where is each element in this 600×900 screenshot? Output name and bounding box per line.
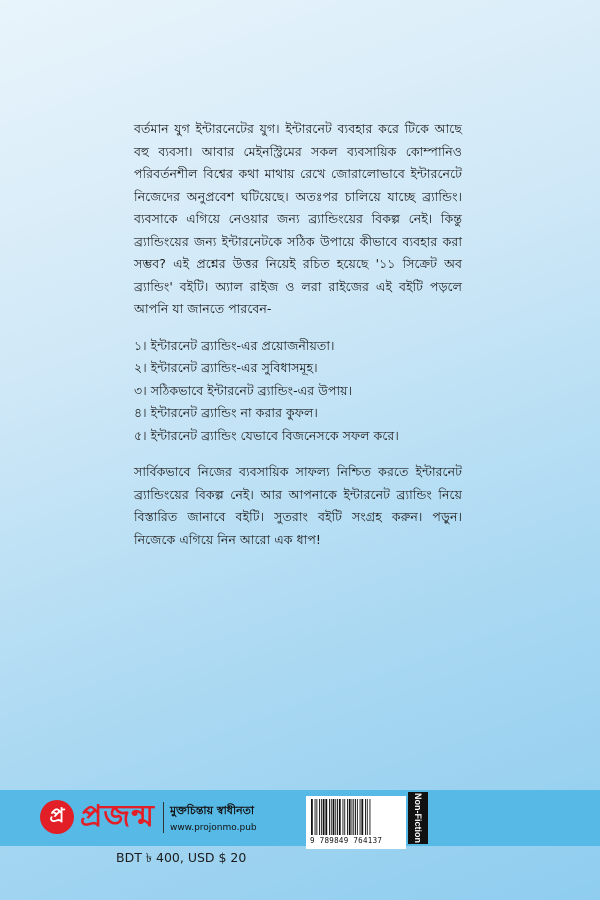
publisher-tagline: মুক্তচিন্তায় স্বাধীনতা (169, 803, 255, 817)
barcode-bar (325, 799, 327, 835)
barcode-bar (319, 799, 320, 835)
publisher-tag-box (163, 802, 257, 833)
barcode-bar (367, 799, 368, 835)
barcode-bar (365, 799, 366, 835)
barcode-bar (370, 799, 371, 835)
publisher-logo-icon: প্র (40, 800, 74, 834)
genre-badge (408, 792, 428, 844)
barcode-bar (331, 799, 332, 835)
barcode-bar (343, 799, 344, 835)
barcode-bar (329, 799, 330, 835)
barcode-bar (349, 799, 351, 835)
publisher-name: প্রজন্ম (80, 798, 155, 834)
barcode-bar (361, 799, 363, 835)
barcode-bar (353, 799, 354, 835)
list-item: ২। ইন্টারনেট ব্র্যান্ডিং-এর সুবিধাসমূহ। (134, 360, 318, 375)
barcode-bar (357, 799, 358, 835)
barcode-bar (333, 799, 335, 835)
benefits-list (134, 335, 462, 448)
barcode-bar (339, 799, 341, 835)
barcode-bar (344, 799, 345, 835)
genre-label: Non-Fiction (413, 793, 423, 843)
blurb-intro: বর্তমান যুগ ইন্টারনেটের যুগ। ইন্টারনেট ব্যবহার করে টিকে আছে বহু ব্যবসা। আবার মেইনস্ট্রিমের সকল ব্যবসায়িক কোম্পানিও পরিবর্তনশীল বিশ্বের কথা মাথায় রেখে জোরালোভাবে ইন্টারনেটে নিজেদের অনুপ্রবেশ ঘটিয়েছে। অতঃপর চালিয়ে যাচ্ছে ব্র্যান্ডিং। ব্যবসাকে এগিয়ে নেওয়ার জন্য ব্র্যান্ডিংয়ের বিকল্প নেই। কিন্তু ব্র্যান্ডিংয়ের জন্য ইন্টারনেটকে সঠিক উপায়ে কীভাবে ব্যবহার করা সম্ভব? এই প্রশ্নের উত্তর নিয়েই রচিত হয়েছে '১১ সিক্রেট অব ব্র্যান্ডিং' বইটি। অ্যাল রাইজ ও লরা রাইজের এই বইটি পড়লে আপনি যা জানতে পারবেন- (134, 121, 462, 316)
barcode-icon (310, 799, 394, 835)
barcode-bar (360, 799, 361, 835)
back-cover-blurb (134, 118, 462, 551)
barcode-bar (352, 799, 353, 835)
barcode-bar (323, 799, 325, 835)
list-item: ৩। সঠিকভাবে ইন্টারনেট ব্র্যান্ডিং-এর উপায়। (134, 382, 353, 398)
barcode-bar (355, 799, 356, 835)
barcode-bar (315, 799, 316, 835)
barcode-bar (335, 799, 336, 835)
list-item: ৫। ইন্টারনেট ব্র্যান্ডিং যেভাবে বিজনেসকে সফল করে। (134, 427, 399, 443)
list-item: ১। ইন্টারনেট ব্র্যান্ডিং-এর প্রয়োজনীয়তা। (134, 337, 335, 353)
blurb-closing: সার্বিকভাবে নিজের ব্যবসায়িক সাফল্য নিশ্চিত করতে ইন্টারনেট ব্র্যান্ডিংয়ের বিকল্প নেই। আর আপনাকে ইন্টারনেট ব্র্যান্ডিং নিয়ে বিস্তারিত জানাবে বইটি। সুতরাং বইটি সংগ্রহ করুন। পড়ুন। নিজেকে এগিয়ে নিন আরো এক ধাপ! (134, 464, 462, 547)
publisher-logo (40, 794, 300, 840)
barcode-bar (311, 799, 313, 835)
barcode-bar (347, 799, 348, 835)
isbn-barcode (306, 796, 406, 849)
barcode-bar (316, 799, 317, 835)
list-item: ৪। ইন্টারনেট ব্র্যান্ডিং না করার কুফল। (134, 405, 318, 420)
barcode-bar (337, 799, 338, 835)
price-label: BDT ৳ 400, USD $ 20 (116, 850, 247, 865)
barcode-bar (321, 799, 322, 835)
publisher-website: www.projonmo.pub (169, 822, 257, 833)
barcode-number: 9 789849 764137 (310, 836, 383, 845)
